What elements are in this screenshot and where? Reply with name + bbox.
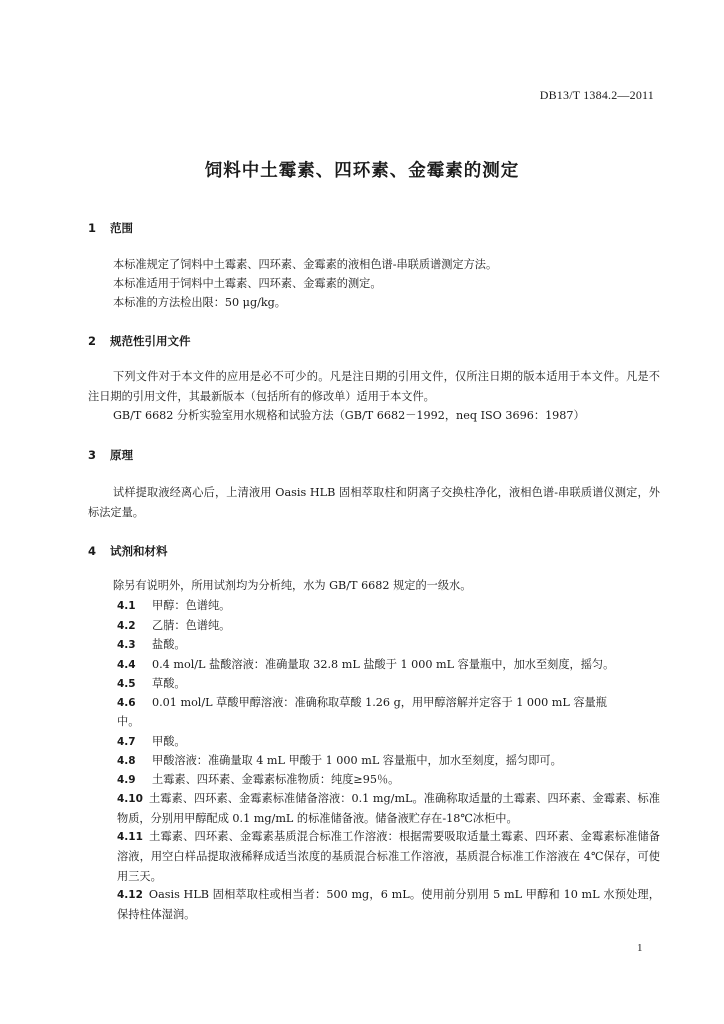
- reagents-intro: 除另有说明外，所用试剂均为分析纯，水为 GB/T 6682 规定的一级水。: [113, 579, 472, 592]
- section-number: 4: [88, 544, 97, 558]
- principle-paragraph: 试样提取液经离心后，上清液用 Oasis HLB 固相萃取柱和阴离子交换柱净化，液相色谱-串联质谱仪测定，外标法定量。: [88, 486, 660, 519]
- section-heading-reagents: [88, 543, 168, 559]
- item-number: 4.8: [117, 755, 136, 767]
- item-text: 草酸。: [152, 677, 186, 690]
- item-number: 4.2: [117, 620, 136, 632]
- item-text: 盐酸。: [152, 638, 186, 651]
- item-text: 土霉素、四环素、金霉素基质混合标准工作溶液：根据需要吸取适量土霉素、四环素、金霉素标准储备溶液，用空白样品提取液稀释成适当浓度的基质混合标准工作溶液，基质混合标准工作溶液在 4℃保存，可使用三天。: [117, 830, 660, 883]
- section-title: 规范性引用文件: [110, 334, 191, 348]
- reagent-item-4-10: [117, 789, 660, 829]
- item-number: 4.11: [117, 831, 143, 843]
- item-number: 4.6: [117, 697, 136, 709]
- item-text: 土霉素、四环素、金霉素标准储备溶液：0.1 mg/mL。准确称取适量的土霉素、四环素、金霉素、标准物质，分别用甲醇配成 0.1 mg/mL 的标准储备液。储备液贮存在-18℃冰柜中。: [117, 792, 660, 825]
- item-number: 4.7: [117, 736, 136, 748]
- scope-line: 本标准的方法检出限：50 μg/kg。: [113, 296, 286, 309]
- item-number: 4.12: [117, 889, 143, 901]
- item-number: 4.4: [117, 659, 136, 671]
- item-number: 4.5: [117, 678, 136, 690]
- item-text: 甲酸溶液：准确量取 4 mL 甲酸于 1 000 mL 容量瓶中，加水至刻度，摇匀即可。: [152, 754, 562, 767]
- item-text: Oasis HLB 固相萃取柱或相当者：500 mg，6 mL。使用前分别用 5 mL 甲醇和 10 mL 水预处理，保持柱体湿润。: [117, 888, 660, 921]
- section-heading-references: [88, 333, 191, 349]
- section-heading-principle: [88, 447, 133, 463]
- item-number: 4.10: [117, 793, 143, 805]
- item-number: 4.9: [117, 774, 136, 786]
- references-paragraph: 下列文件对于本文件的应用是必不可少的。凡是注日期的引用文件，仅所注日期的版本适用于本文件。凡是不注日期的引用文件，其最新版本（包括所有的修改单）适用于本文件。: [88, 370, 660, 403]
- item-text: 0.4 mol/L 盐酸溶液：准确量取 32.8 mL 盐酸于 1 000 mL 容量瓶中，加水至刻度，摇匀。: [152, 658, 615, 671]
- section-number: 1: [88, 221, 97, 235]
- scope-line: 本标准规定了饲料中土霉素、四环素、金霉素的液相色谱-串联质谱测定方法。: [113, 258, 498, 271]
- section-heading-scope: [88, 220, 133, 236]
- section-title: 范围: [110, 221, 134, 235]
- standard-code: DB13/T 1384.2—2011: [539, 88, 654, 102]
- reference-item: GB/T 6682 分析实验室用水规格和试验方法（GB/T 6682－1992，neq ISO 3696：1987）: [113, 409, 585, 422]
- reagent-item: [117, 733, 186, 749]
- page-number: 1: [637, 942, 643, 954]
- section-number: 3: [88, 448, 97, 462]
- scope-line: 本标准适用于饲料中土霉素、四环素、金霉素的测定。: [113, 277, 382, 290]
- reagent-item-4-11: [117, 827, 660, 887]
- item-text: 甲酸。: [152, 735, 186, 748]
- reagent-item: [117, 771, 399, 787]
- section-title: 原理: [110, 448, 134, 462]
- item-text: 乙腈：色谱纯。: [152, 619, 231, 632]
- item-text: 土霉素、四环素、金霉素标准物质：纯度≥95％。: [152, 773, 400, 786]
- section-title: 试剂和材料: [110, 544, 168, 558]
- item-number: 4.3: [117, 639, 136, 651]
- reagent-item: [117, 656, 614, 672]
- reagent-item: [117, 636, 186, 652]
- page-title: 饲料中土霉素、四环素、金霉素的测定: [204, 161, 520, 181]
- reagent-item-4-12: [117, 885, 660, 925]
- reagent-item: [117, 752, 562, 768]
- item-text: 甲醇：色谱纯。: [152, 599, 231, 612]
- item-number: 4.1: [117, 600, 136, 612]
- item-text: 中。: [117, 715, 140, 728]
- reagent-item-continuation: [117, 713, 139, 729]
- section-number: 2: [88, 334, 97, 348]
- reagent-item: [117, 675, 186, 691]
- reagent-item: [117, 694, 607, 710]
- item-text: 0.01 mol/L 草酸甲醇溶液：准确称取草酸 1.26 g，用甲醇溶解并定容于 1 000 mL 容量瓶: [152, 696, 607, 709]
- reagent-item: [117, 617, 230, 633]
- reagent-item: [117, 597, 230, 613]
